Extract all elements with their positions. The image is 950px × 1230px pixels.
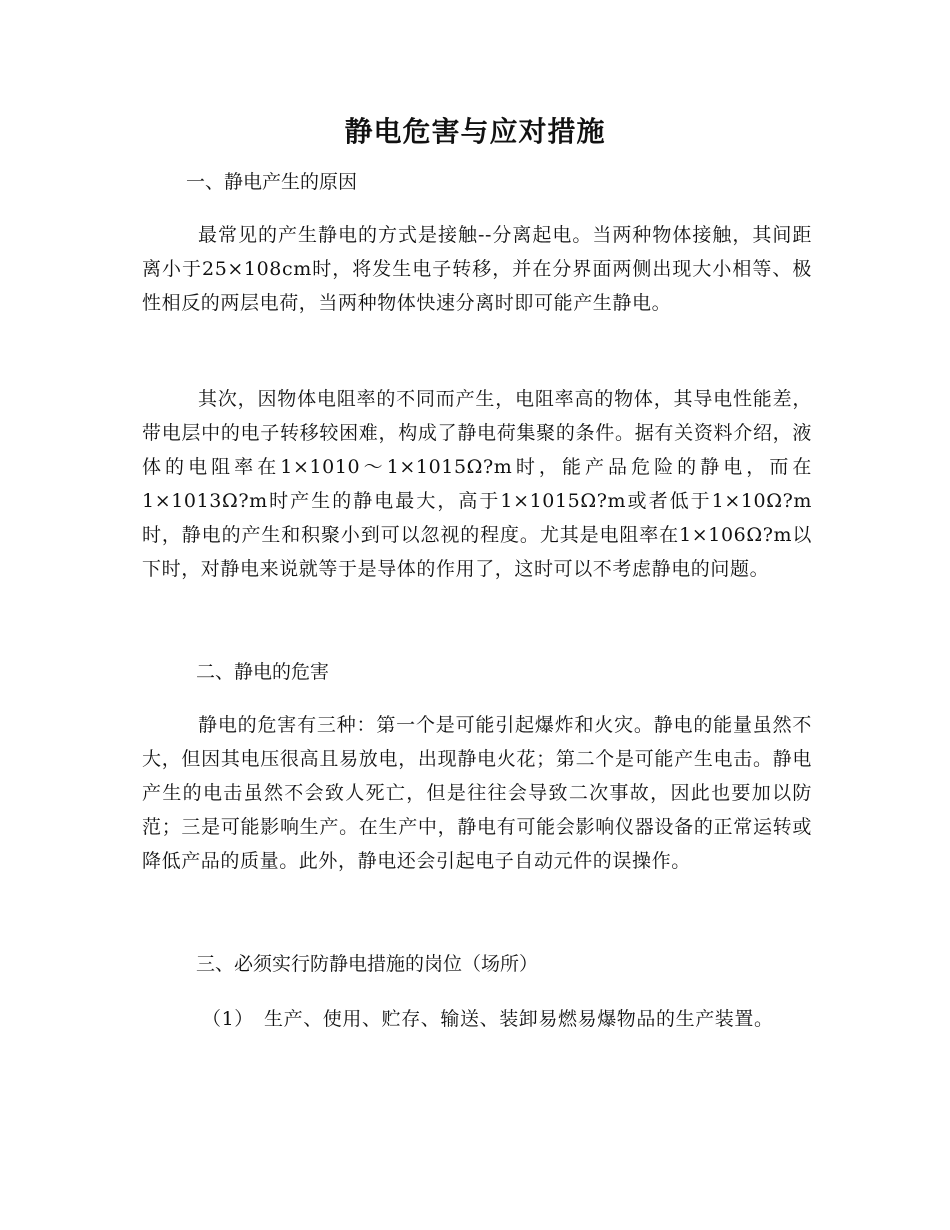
paragraph-contact-separation: 最常见的产生静电的方式是接触--分离起电。当两种物体接触，其间距离小于25×108cm时，将发生电子转移，并在分界面两侧出现大小相等、极性相反的两层电荷，当两种物体快速分离时即可能产生静电。 [142,224,812,314]
section-heading-workplaces: 三、必须实行防静电措施的岗位（场所） [196,953,539,975]
list-item-workplace-1: （1） 生产、使用、贮存、输送、装卸易燃易爆物品的生产装置。 [202,1008,774,1030]
document-title: 静电危害与应对措施 [344,115,606,148]
paragraph-resistivity: 其次，因物体电阻率的不同而产生，电阻率高的物体，其导电性能差，带电层中的电子转移较困难，构成了静电荷集聚的条件。据有关资料介绍，液体的电阻率在1×1010～1×1015Ω?m时，能产品危险的静电，而在1×1013Ω?m时产生的静电最大，高于1×1015Ω?m或者低于1×10Ω?m时，静电的产生和积聚小到可以忽视的程度。尤其是电阻率在1×106Ω?m以下时，对静电来说就等于是导体的作用了，这时可以不考虑静电的问题。 [142,388,812,580]
section-heading-causes: 一、静电产生的原因 [186,171,358,193]
section-heading-hazards: 二、静电的危害 [196,661,330,683]
paragraph-hazards: 静电的危害有三种：第一个是可能引起爆炸和火灾。静电的能量虽然不大，但因其电压很高且易放电，出现静电火花；第二个是可能产生电击。静电产生的电击虽然不会致人死亡，但是往往会导致二次事故，因此也要加以防范；三是可能影响生产。在生产中，静电有可能会影响仪器设备的正常运转或降低产品的质量。此外，静电还会引起电子自动元件的误操作。 [142,714,812,872]
